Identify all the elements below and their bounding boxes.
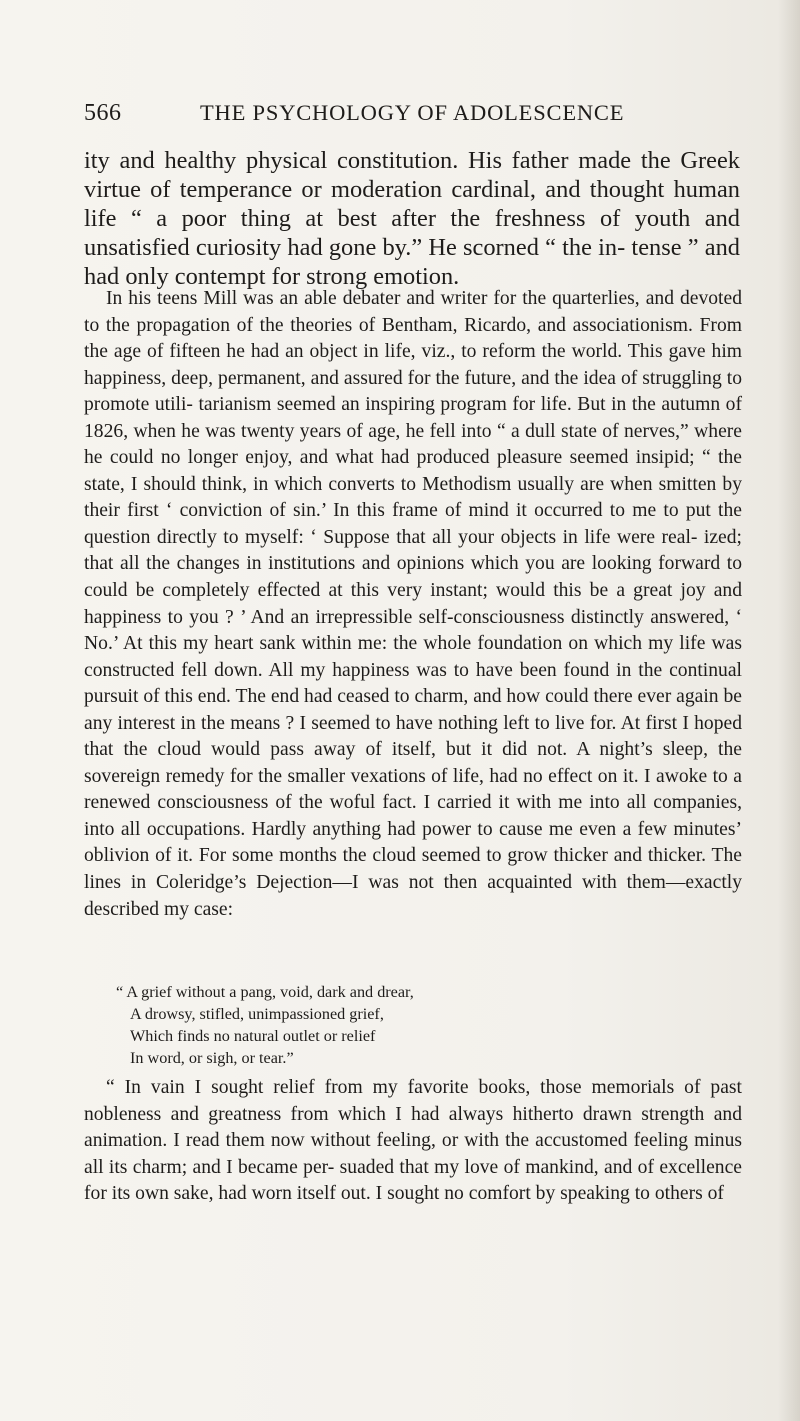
poem-quotation: [116, 981, 650, 1069]
page-header: [84, 100, 744, 134]
running-head: THE PSYCHOLOGY OF ADOLESCENCE: [200, 100, 625, 125]
poem-line: In word, or sigh, or tear.”: [130, 1049, 294, 1067]
closing-paragraph: “ In vain I sought relief from my favorite books, those memorials of past nobleness and greatness from which I had always hitherto drawn strength and animation. I read them now without feeling, or with the accustomed feeling minus all its charm; and I became per- suaded that my love of mankind, and of excellence for its own sake, had worn itself out. I sought no comfort by speaking to others of: [84, 1077, 742, 1205]
poem-line: “ A grief without a pang, void, dark and drear,: [116, 983, 414, 1001]
poem-line: A drowsy, stifled, unimpassioned grief,: [130, 1005, 384, 1023]
main-paragraph: In his teens Mill was an able debater and writer for the quarterlies, and devoted to the propagation of the theories of Bentham, Ricardo, and associationism. From the age of fifteen he had an object in life, viz., to reform the world. This gave him happiness, deep, permanent, and assured for the future, and the idea of struggling to promote utili- tarianism seemed an inspiring program for life. But in the autumn of 1826, when he was twenty years of age, he fell into “ a dull state of nerves,” where he could no longer enjoy, and what had produced pleasure seemed insipid; “ the state, I should think, in which converts to Methodism usually are when smitten by their first ‘ conviction of sin.’ In this frame of mind it occurred to me to put the question directly to myself: ‘ Suppose that all your objects in life were real- ized; that all the changes in institutions and opinions which you are looking forward to could be completely effected at this very instant; would this be a great joy and happiness to you ? ’ And an irrepressible self-consciousness distinctly answered, ‘ No.’ At this my heart sank within me: the whole foundation on which my life was constructed fell down. All my happiness was to have been found in the continual pursuit of this end. The end had ceased to charm, and how could there ever again be any interest in the means ? I seemed to have nothing left to live for. At first I hoped that the cloud would pass away of itself, but it did not. A night’s sleep, the sovereign remedy for the smaller vexations of life, had no effect on it. I awoke to a renewed consciousness of the woful fact. I carried it with me into all companies, into all occupations. Hardly anything had power to cause me even a few minutes’ oblivion of it. For some months the cloud seemed to grow thicker and thicker. The lines in Coleridge’s Dejection—I was not then acquainted with them—exactly described my case:: [84, 288, 742, 920]
page-edge-shadow: [778, 0, 800, 1421]
poem-line: Which finds no natural outlet or relief: [130, 1027, 376, 1045]
page-number: 566: [84, 100, 122, 126]
opening-paragraph: ity and healthy physical constitution. His father made the Greek virtue of temperance or moderation cardinal, and thought human life “ a poor thing at best after the freshness of youth and unsatisfied curiosity had gone by.” He scorned “ the in- tense ” and had only contempt for strong emotion.: [84, 147, 740, 290]
